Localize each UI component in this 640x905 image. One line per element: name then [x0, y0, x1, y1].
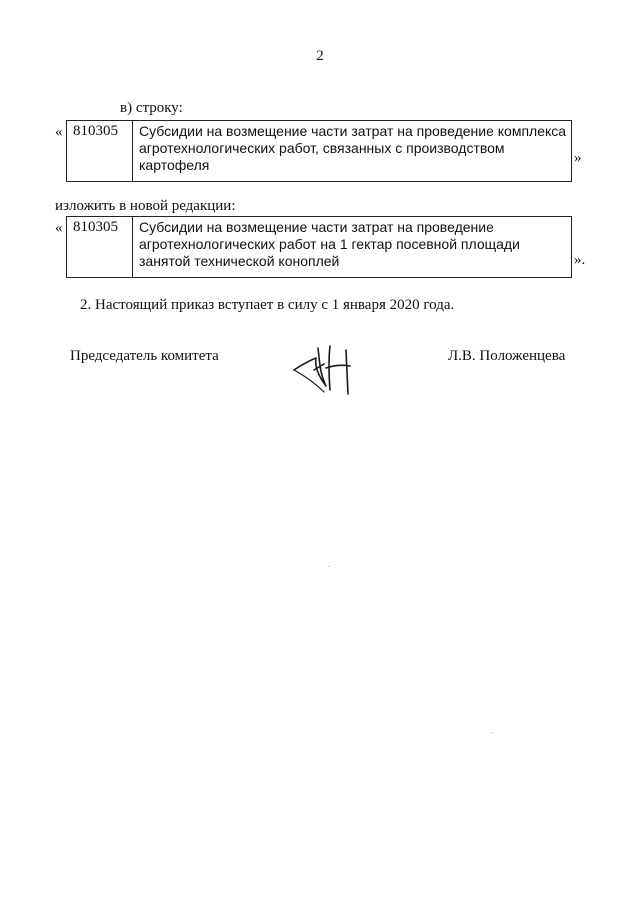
clause-c-label: в) строку:: [120, 100, 183, 116]
open-quote-old: «: [55, 124, 63, 140]
scan-speck: [329, 566, 330, 567]
page-number: 2: [316, 48, 324, 64]
new-row-name: Субсидии на возмещение части затрат на проведение агротехнологических работ на 1 гектар посевной площади занятой технической коноплей: [139, 219, 520, 269]
old-row-code: 810305: [67, 121, 133, 181]
old-row-table: [66, 120, 572, 182]
new-row-code: 810305: [67, 217, 133, 277]
open-quote-new: «: [55, 220, 63, 236]
close-quote-new: ».: [574, 252, 586, 268]
close-quote-old: »: [574, 150, 582, 166]
signer-title: Председатель комитета: [70, 348, 219, 364]
old-row-name: Субсидии на возмещение части затрат на проведение комплекса агротехнологических работ, связанных с производством картофеля: [139, 123, 567, 173]
new-row-table: [66, 216, 572, 278]
signature-image: [292, 340, 372, 396]
effective-clause: 2. Настоящий приказ вступает в силу с 1 января 2020 года.: [80, 297, 455, 313]
restate-label: изложить в новой редакции:: [55, 198, 236, 214]
signer-name: Л.В. Положенцева: [448, 348, 566, 364]
scan-speck: [492, 732, 493, 733]
